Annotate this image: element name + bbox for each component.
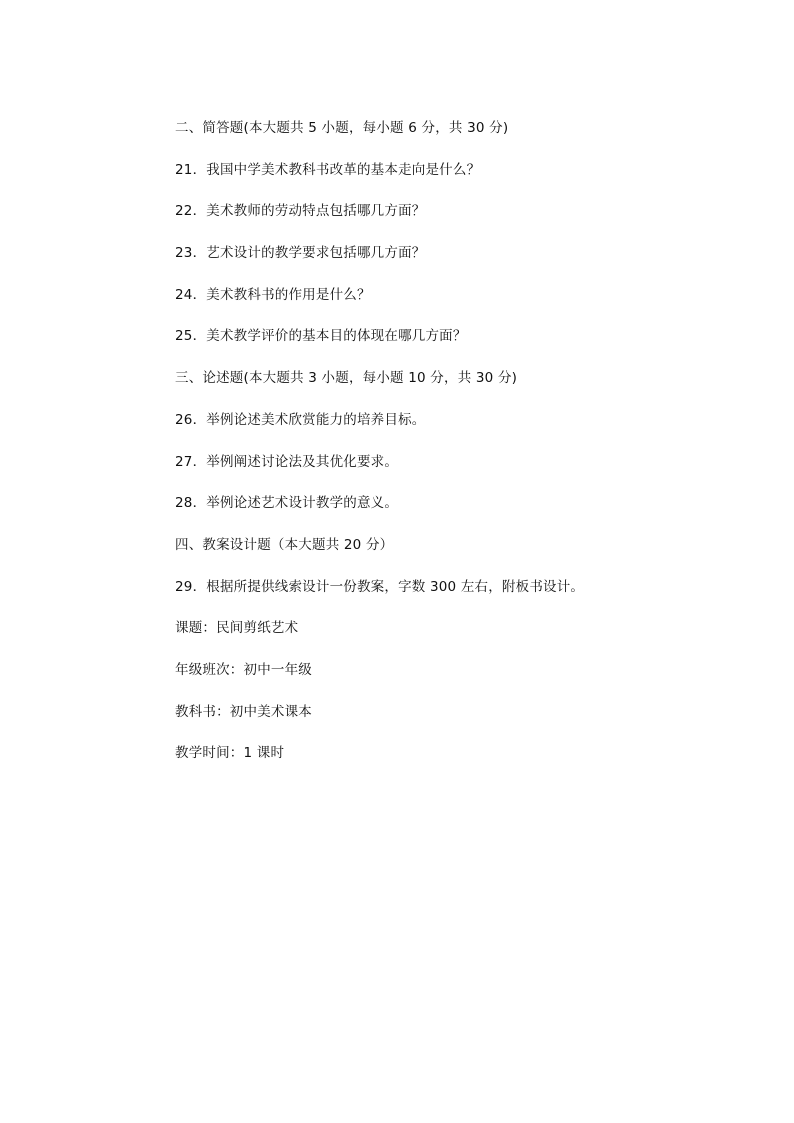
- question-24: 24．美术教科书的作用是什么？: [175, 286, 371, 303]
- document-content: [175, 117, 735, 784]
- lesson-textbook: 教科书：初中美术课本: [175, 703, 312, 720]
- question-25: 25．美术教学评价的基本目的体现在哪几方面？: [175, 328, 467, 345]
- question-26: 26．举例论述美术欣赏能力的培养目标。: [175, 411, 426, 428]
- question-27: 27．举例阐述讨论法及其优化要求。: [175, 453, 399, 470]
- section-heading-essay: 三、论述题(本大题共 3 小题，每小题 10 分，共 30 分): [175, 370, 518, 387]
- question-28: 28．举例论述艺术设计教学的意义。: [175, 495, 399, 512]
- lesson-grade: 年级班次：初中一年级: [175, 661, 312, 678]
- lesson-topic: 课题：民间剪纸艺术: [175, 620, 299, 637]
- question-22: 22．美术教师的劳动特点包括哪几方面？: [175, 203, 426, 220]
- section-heading-short-answer: 二、简答题(本大题共 5 小题，每小题 6 分，共 30 分): [175, 120, 509, 136]
- question-29: 29．根据所提供线索设计一份教案，字数 300 左右，附板书设计。: [175, 578, 585, 595]
- question-21: 21．我国中学美术教科书改革的基本走向是什么？: [175, 161, 481, 178]
- section-heading-lesson-plan: 四、教案设计题（本大题共 20 分）: [175, 536, 394, 553]
- lesson-duration: 教学时间：1 课时: [175, 745, 285, 762]
- question-23: 23．艺术设计的教学要求包括哪几方面？: [175, 245, 426, 262]
